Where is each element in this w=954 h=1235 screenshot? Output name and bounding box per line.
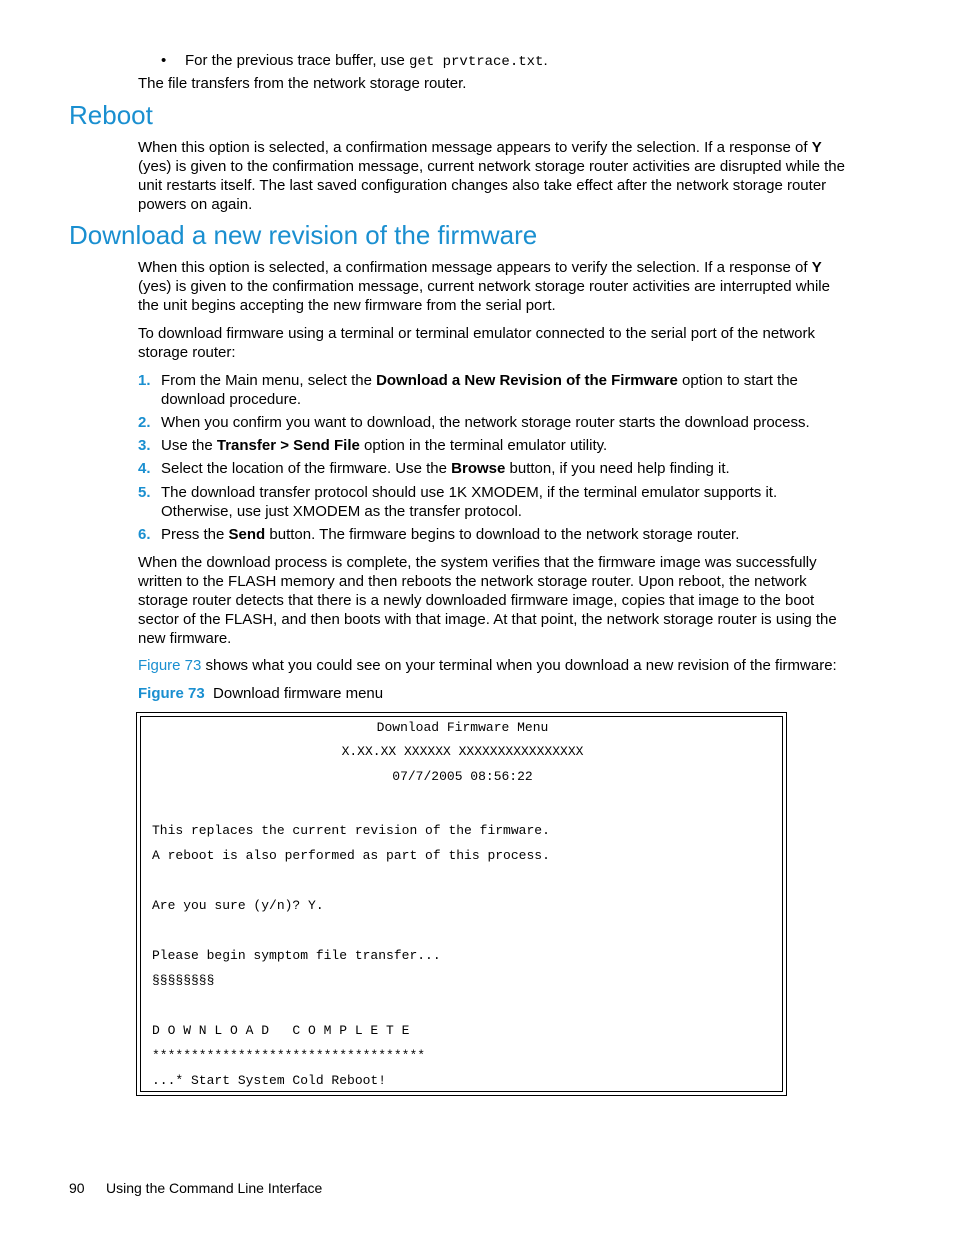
figure-reference-line bbox=[138, 656, 850, 675]
download-paragraph-1 bbox=[138, 258, 850, 315]
download-paragraph-2 bbox=[138, 324, 850, 362]
page-number: 90 bbox=[69, 1180, 85, 1196]
download-p3-line-2: written to the FLASH memory and then reboots the network storage router. Upon reboot, the network bbox=[138, 573, 807, 590]
figure-label: Figure 73 bbox=[138, 685, 205, 702]
step-text: Use the bbox=[161, 437, 217, 454]
step-text-end: button. The firmware begins to download to the network storage router. bbox=[265, 526, 740, 543]
figure-caption-line bbox=[138, 684, 850, 703]
download-p3-line-5: new firmware. bbox=[138, 630, 232, 647]
step-number: 6. bbox=[138, 526, 151, 543]
step-text: The download transfer protocol should use 1K XMODEM, if the terminal emulator supports it. bbox=[161, 484, 778, 501]
download-p3-line-4: sector of the FLASH, and then boots with that image. At that point, the network storage router is using the bbox=[138, 611, 837, 628]
terminal-progress: §§§§§§§§ bbox=[152, 973, 215, 988]
footer-section-title: Using the Command Line Interface bbox=[106, 1180, 323, 1196]
step-number: 5. bbox=[138, 484, 151, 501]
terminal-version: X.XX.XX XXXXXX XXXXXXXXXXXXXXXX bbox=[341, 744, 584, 759]
download-p1-line-2: (yes) is given to the confirmation message, current network storage router activities are interrupted while bbox=[138, 278, 830, 295]
figure-caption: Download firmware menu bbox=[213, 685, 384, 702]
download-bold-y: Y bbox=[811, 259, 822, 276]
download-p3-line-1: When the download process is complete, the system verifies that the firmware image was successfully bbox=[138, 554, 817, 571]
terminal-figure bbox=[136, 712, 787, 1096]
figure-reference-text: shows what you could see on your terminal when you download a new revision of the firmware: bbox=[201, 657, 837, 674]
step-number: 3. bbox=[138, 437, 151, 454]
reboot-line-2: (yes) is given to the confirmation message, current network storage router activities are disrupted while the bbox=[138, 158, 845, 175]
terminal-stars: *********************************** bbox=[152, 1048, 426, 1063]
download-p2-line-2: storage router: bbox=[138, 344, 236, 361]
reboot-bold-y: Y bbox=[811, 139, 822, 156]
bullet-mark: • bbox=[161, 52, 167, 69]
step-bold: Transfer > Send File bbox=[216, 437, 360, 454]
download-paragraph-3 bbox=[138, 553, 850, 648]
reboot-heading: Reboot bbox=[69, 100, 153, 130]
figure-link[interactable]: Figure 73 bbox=[138, 657, 202, 674]
step-text: When you confirm you want to download, the network storage router starts the download process. bbox=[161, 414, 810, 431]
file-transfer-text: The file transfers from the network storage router. bbox=[138, 75, 467, 92]
step-text-end: option in the terminal emulator utility. bbox=[359, 437, 608, 454]
step-bold: Send bbox=[228, 526, 266, 543]
reboot-line-1: When this option is selected, a confirmation message appears to verify the selection. If a response of bbox=[138, 139, 808, 156]
bullet-item bbox=[161, 51, 166, 70]
reboot-line-4: powers on again. bbox=[138, 196, 253, 213]
download-p3-line-3: storage router detects that there is a newly downloaded firmware image, copies that image to the boot bbox=[138, 592, 815, 609]
bullet-suffix: . bbox=[543, 52, 548, 69]
step-bold: Browse bbox=[451, 460, 506, 477]
bullet-prefix: For the previous trace buffer, use bbox=[185, 52, 410, 69]
download-heading: Download a new revision of the firmware bbox=[69, 220, 538, 250]
step-number: 4. bbox=[138, 460, 151, 477]
step-bold: Download a New Revision of the Firmware bbox=[376, 372, 678, 389]
reboot-line-3: unit restarts itself. The last saved configuration changes also take effect after the network storage router bbox=[138, 177, 827, 194]
step-text: Press the bbox=[161, 526, 229, 543]
terminal-title: Download Firmware Menu bbox=[376, 720, 549, 735]
step-text-line-2: Otherwise, use just XMODEM as the transfer protocol. bbox=[161, 503, 522, 520]
download-p1-line-1: When this option is selected, a confirmation message appears to verify the selection. If a response of bbox=[138, 259, 808, 276]
bullet-text bbox=[185, 51, 548, 72]
step-text: Select the location of the firmware. Use the bbox=[161, 460, 452, 477]
step-text-end: button, if you need help finding it. bbox=[505, 460, 730, 477]
step-number: 2. bbox=[138, 414, 151, 431]
terminal-reboot: ...* Start System Cold Reboot! bbox=[152, 1073, 387, 1088]
download-p1-line-3: the unit begins accepting the new firmware from the serial port. bbox=[138, 297, 556, 314]
reboot-paragraph bbox=[138, 138, 850, 214]
terminal-line-2: A reboot is also performed as part of this process. bbox=[152, 848, 550, 863]
terminal-begin: Please begin symptom file transfer... bbox=[152, 948, 441, 963]
step-text: From the Main menu, select the bbox=[161, 372, 377, 389]
download-p2-line-1: To download firmware using a terminal or terminal emulator connected to the serial port of the network bbox=[138, 325, 815, 342]
terminal-screen bbox=[140, 716, 783, 1092]
step-number: 1. bbox=[138, 372, 151, 389]
step-text-end: option to start the bbox=[677, 372, 798, 389]
terminal-complete: D O W N L O A D C O M P L E T E bbox=[152, 1023, 410, 1038]
terminal-prompt: Are you sure (y/n)? Y. bbox=[152, 898, 324, 913]
terminal-datetime: 07/7/2005 08:56:22 bbox=[392, 769, 533, 784]
step-text-line-2: download procedure. bbox=[161, 391, 302, 408]
terminal-line-1: This replaces the current revision of the firmware. bbox=[152, 823, 550, 838]
bullet-code: get prvtrace.txt bbox=[409, 54, 544, 70]
